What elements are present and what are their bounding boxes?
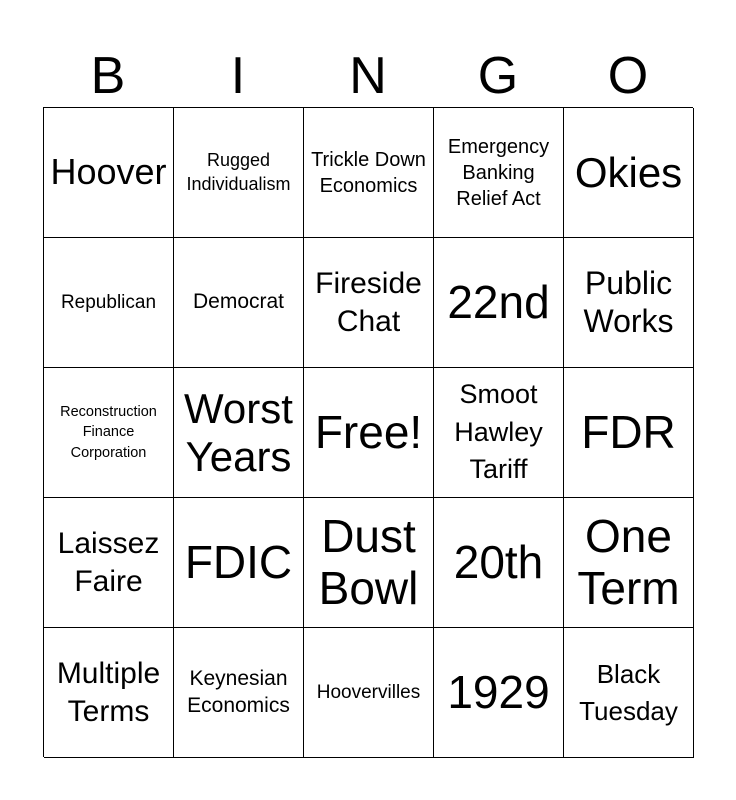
cell-text: Okies [574, 148, 683, 196]
cell-text: Hoover [50, 151, 167, 193]
cell-text: Laissez Faire [57, 527, 160, 598]
cell-text: Republican [60, 291, 157, 313]
cell-text: Public Works [583, 264, 674, 339]
cell-text: 22nd [447, 275, 550, 328]
bingo-cell[interactable] [434, 368, 564, 498]
cell-text: Reconstruction Finance Corporation [60, 404, 157, 461]
bingo-cell[interactable] [174, 498, 304, 628]
cell-text: Rugged Individualism [186, 150, 291, 194]
cell-text: Dust Bowl [318, 509, 419, 614]
cell-text: One Term [577, 509, 680, 614]
bingo-cell[interactable] [174, 628, 304, 758]
cell-text: Black Tuesday [579, 659, 678, 726]
bingo-cell[interactable] [174, 108, 304, 238]
header-letter-g: G [477, 47, 519, 105]
bingo-cell[interactable] [564, 238, 694, 368]
bingo-cell[interactable] [44, 368, 174, 498]
header-letter-n: N [349, 47, 387, 105]
cell-text: Multiple Terms [56, 657, 161, 728]
bingo-cell[interactable] [174, 238, 304, 368]
cell-text: FDR [581, 405, 676, 458]
bingo-cell[interactable] [304, 628, 434, 758]
bingo-cell[interactable] [434, 238, 564, 368]
bingo-cell[interactable] [304, 498, 434, 628]
bingo-cell[interactable] [564, 498, 694, 628]
header-letter-b: B [90, 47, 126, 105]
bingo-cell[interactable] [434, 628, 564, 758]
cell-text: Hoovervilles [316, 681, 421, 703]
bingo-board [43, 107, 693, 757]
cell-text: 20th [453, 535, 544, 588]
bingo-cell free-space[interactable] [304, 368, 434, 498]
header-letter-o: O [607, 47, 649, 105]
bingo-cell[interactable] [434, 498, 564, 628]
free-space-text: Free! [314, 405, 423, 458]
bingo-cell[interactable] [304, 238, 434, 368]
bingo-cell[interactable] [564, 108, 694, 238]
bingo-cell[interactable] [44, 108, 174, 238]
cell-text: Keynesian Economics [187, 667, 290, 717]
cell-text: Smoot Hawley Tariff [454, 378, 543, 485]
bingo-cell[interactable] [434, 108, 564, 238]
cell-text: Emergency Banking Relief Act [447, 135, 550, 210]
bingo-cell[interactable] [564, 628, 694, 758]
bingo-cell[interactable] [564, 368, 694, 498]
cell-text: Fireside Chat [315, 267, 422, 338]
cell-text: 1929 [447, 665, 550, 718]
cell-text: Democrat [192, 290, 285, 314]
bingo-cell[interactable] [44, 238, 174, 368]
cell-text: FDIC [184, 535, 293, 588]
bingo-cell[interactable] [44, 498, 174, 628]
cell-text: Worst Years [184, 385, 293, 480]
bingo-cell[interactable] [304, 108, 434, 238]
bingo-header [43, 48, 693, 104]
header-letter-i: I [230, 47, 246, 105]
bingo-cell[interactable] [174, 368, 304, 498]
bingo-cell[interactable] [44, 628, 174, 758]
cell-text: Trickle Down Economics [311, 148, 426, 197]
